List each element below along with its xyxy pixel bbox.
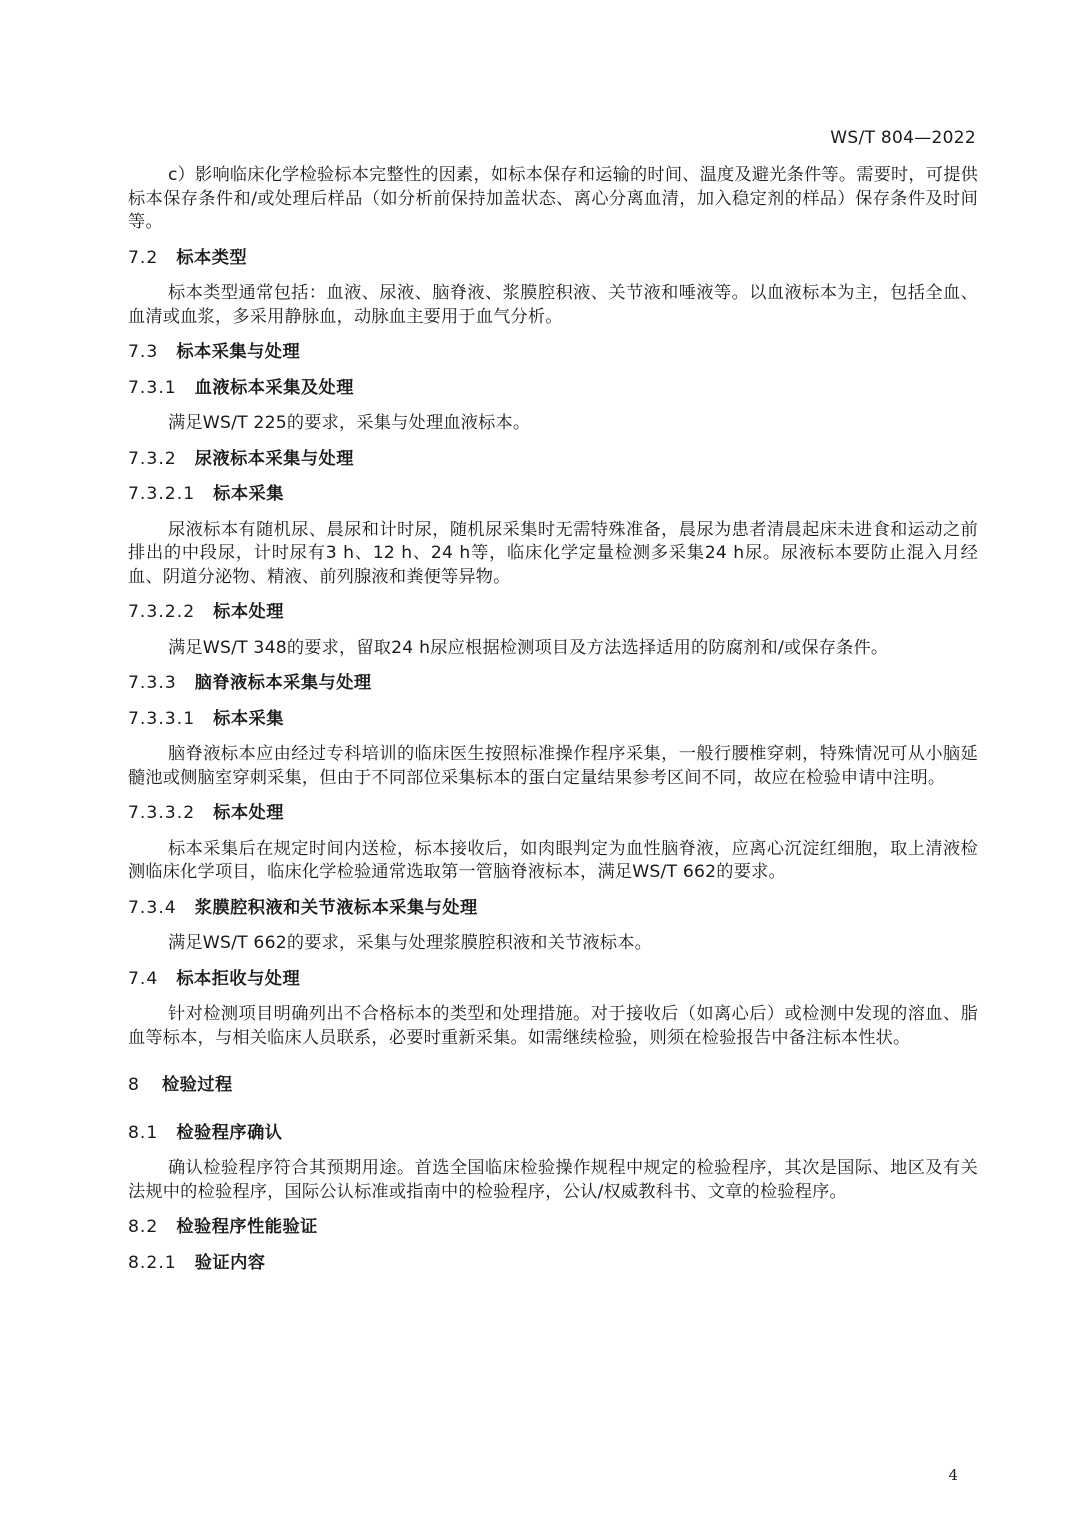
paragraph-7-3-2-1: 尿液标本有随机尿、晨尿和计时尿，随机尿采集时无需特殊准备，晨尿为患者清晨起床未进食和运动之前排出的中段尿，计时尿有3 h、12 h、24 h等，临床化学定量检测多采集24 h尿。尿液标本要防止混入月经血、阴道分泌物、精液、前列腺液和粪便等异物。 bbox=[128, 519, 978, 587]
heading-title: 尿液标本采集与处理 bbox=[194, 448, 354, 469]
heading-number: 7.3.4 bbox=[128, 897, 177, 918]
heading-7-3-2-2 bbox=[128, 601, 978, 625]
heading-title: 检验程序性能验证 bbox=[176, 1217, 318, 1237]
heading-number: 7.3.3.1 bbox=[128, 708, 196, 729]
heading-8-2-1 bbox=[128, 1252, 978, 1276]
heading-number: 8.2 bbox=[128, 1217, 159, 1237]
heading-title: 标本处理 bbox=[213, 803, 284, 823]
heading-7-3-2 bbox=[128, 448, 978, 472]
heading-number: 7.3.3 bbox=[128, 673, 177, 693]
heading-number: 7.3.1 bbox=[128, 377, 177, 398]
heading-number: 7.3 bbox=[128, 342, 159, 362]
heading-number: 7.2 bbox=[128, 247, 159, 268]
heading-title: 检验程序确认 bbox=[176, 1122, 283, 1143]
heading-number: 7.3.2.2 bbox=[128, 602, 196, 622]
heading-title: 标本类型 bbox=[176, 247, 248, 268]
paragraph-7-3-1: 满足WS/T 225的要求，采集与处理血液标本。 bbox=[168, 413, 531, 433]
heading-title: 验证内容 bbox=[194, 1252, 266, 1273]
heading-title: 脑脊液标本采集与处理 bbox=[194, 673, 372, 693]
heading-title: 血液标本采集及处理 bbox=[194, 377, 354, 398]
paragraph-7-3-3-1: 脑脊液标本应由经过专科培训的临床医生按照标准操作程序采集，一般行腰椎穿刺，特殊情况可从小脑延髓池或侧脑室穿刺采集，但由于不同部位采集标本的蛋白定量结果参考区间不同，故应在检验申请中注明。 bbox=[128, 744, 978, 788]
heading-number: 8 bbox=[128, 1075, 140, 1095]
page-number: 4 bbox=[948, 1466, 958, 1484]
document-code: WS/T 804—2022 bbox=[830, 128, 976, 148]
heading-title: 标本拒收与处理 bbox=[176, 968, 301, 989]
heading-title: 标本处理 bbox=[213, 602, 284, 622]
paragraph-8-1: 确认检验程序符合其预期用途。首选全国临床检验操作规程中规定的检验程序，其次是国际、地区及有关法规中的检验程序，国际公认标准或指南中的检验程序，公认/权威教科书、文章的检验程序。 bbox=[128, 1158, 978, 1202]
heading-7-3-2-1 bbox=[128, 483, 978, 507]
heading-7-2 bbox=[128, 247, 978, 271]
heading-number: 7.3.2 bbox=[128, 448, 177, 469]
heading-7-3-1 bbox=[128, 377, 978, 401]
paragraph-7-4: 针对检测项目明确列出不合格标本的类型和处理措施。对于接收后（如离心后）或检测中发现的溶血、脂血等标本，与相关临床人员联系，必要时重新采集。如需继续检验，则须在检验报告中备注标本性状。 bbox=[128, 1004, 978, 1048]
heading-number: 8.2.1 bbox=[128, 1252, 177, 1273]
heading-8 bbox=[128, 1074, 978, 1098]
paragraph-7-2: 标本类型通常包括：血液、尿液、脑脊液、浆膜腔积液、关节液和唾液等。以血液标本为主，包括全血、血清或血浆，多采用静脉血，动脉血主要用于血气分析。 bbox=[128, 283, 978, 327]
heading-number: 8.1 bbox=[128, 1122, 159, 1143]
heading-number: 7.3.3.2 bbox=[128, 803, 196, 823]
heading-title: 标本采集 bbox=[213, 708, 284, 729]
heading-title: 检验过程 bbox=[161, 1075, 233, 1095]
paragraph-7-3-2-2: 满足WS/T 348的要求，留取24 h尿应根据检测项目及方法选择适用的防腐剂和/或保存条件。 bbox=[168, 637, 889, 658]
heading-7-3-3 bbox=[128, 672, 978, 696]
heading-title: 浆膜腔积液和关节液标本采集与处理 bbox=[194, 897, 478, 918]
paragraph-7-3-3-2: 标本采集后在规定时间内送检，标本接收后，如肉眼判定为血性脑脊液，应离心沉淀红细胞，取上清液检测临床化学项目，临床化学检验通常选取第一管脑脊液标本，满足WS/T 662的要求。 bbox=[128, 838, 978, 882]
heading-7-3-4 bbox=[128, 897, 978, 921]
heading-number: 7.3.2.1 bbox=[128, 484, 196, 504]
heading-title: 标本采集 bbox=[213, 484, 284, 504]
document-body bbox=[128, 164, 978, 1287]
heading-8-1 bbox=[128, 1122, 978, 1146]
heading-number: 7.4 bbox=[128, 968, 159, 989]
paragraph-7-3-4: 满足WS/T 662的要求，采集与处理浆膜腔积液和关节液标本。 bbox=[168, 933, 652, 953]
heading-7-3 bbox=[128, 341, 978, 365]
heading-7-3-3-2 bbox=[128, 802, 978, 826]
heading-7-4 bbox=[128, 968, 978, 992]
heading-7-3-3-1 bbox=[128, 708, 978, 732]
heading-title: 标本采集与处理 bbox=[176, 342, 301, 362]
heading-8-2 bbox=[128, 1216, 978, 1240]
paragraph-item-c: c）影响临床化学检验标本完整性的因素，如标本保存和运输的时间、温度及避光条件等。需要时，可提供标本保存条件和/或处理后样品（如分析前保持加盖状态、离心分离血清，加入稳定剂的样品）保存条件及时间等。 bbox=[128, 165, 978, 232]
